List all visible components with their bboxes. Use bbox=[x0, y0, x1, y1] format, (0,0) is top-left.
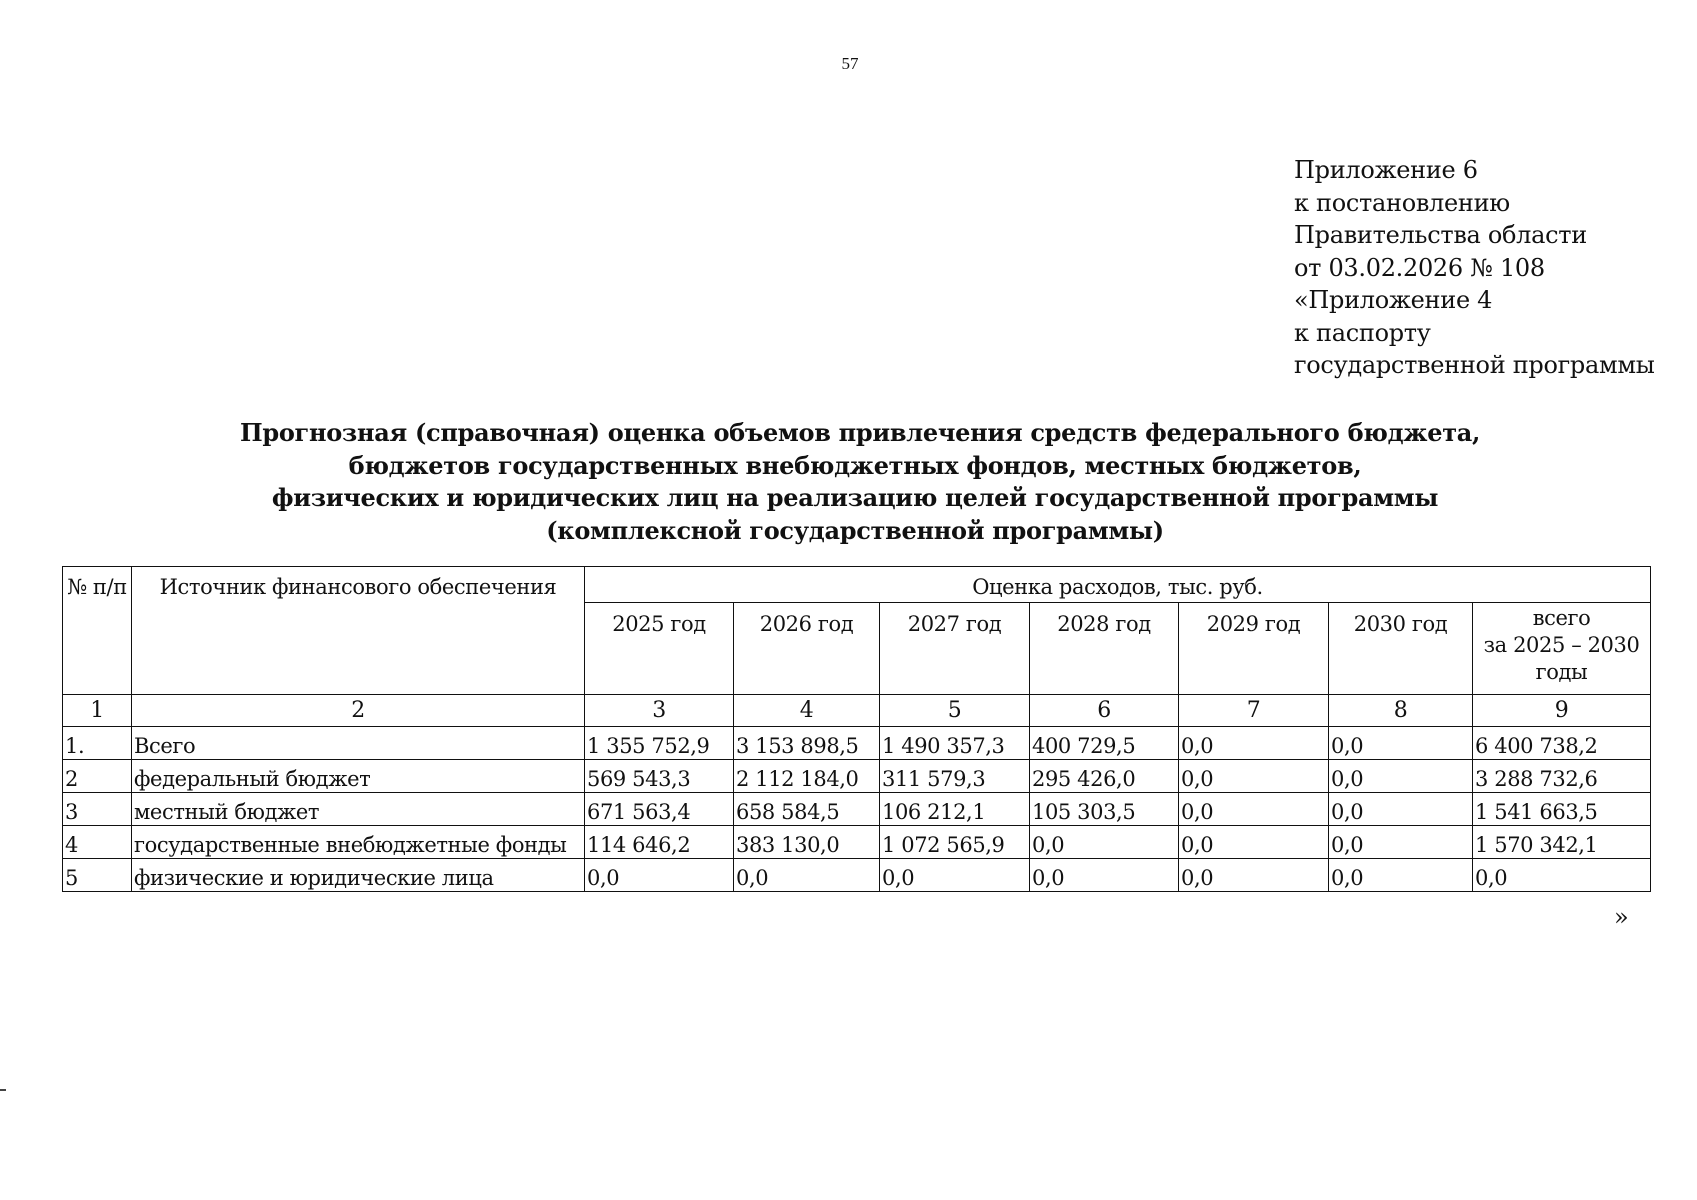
row-value: 295 426,0 bbox=[1030, 760, 1179, 793]
row-value: 105 303,5 bbox=[1030, 793, 1179, 826]
row-value: 0,0 bbox=[1329, 826, 1473, 859]
row-value: 0,0 bbox=[1030, 859, 1179, 892]
annex-line: Правительства области bbox=[1294, 221, 1587, 249]
row-value: 0,0 bbox=[1179, 760, 1329, 793]
row-value: 3 288 732,6 bbox=[1473, 760, 1651, 793]
row-source: государственные внебюджетные фонды bbox=[132, 826, 585, 859]
row-source: Всего bbox=[132, 727, 585, 760]
header-total-line: годы bbox=[1535, 660, 1588, 684]
title-line: Прогнозная (справочная) оценка объемов привлечения средств федерального бюджета, bbox=[240, 418, 1481, 447]
row-value: 383 130,0 bbox=[734, 826, 880, 859]
header-total-line: за 2025 – 2030 bbox=[1483, 633, 1640, 657]
row-value: 3 153 898,5 bbox=[734, 727, 880, 760]
row-value: 114 646,2 bbox=[585, 826, 734, 859]
header-year: 2029 год bbox=[1179, 603, 1329, 695]
row-value: 0,0 bbox=[1329, 727, 1473, 760]
annex-line: Приложение 6 bbox=[1294, 156, 1478, 184]
document-title bbox=[240, 417, 1481, 547]
row-value: 0,0 bbox=[1179, 859, 1329, 892]
annex-line: государственной программы bbox=[1294, 351, 1655, 379]
page-number: 57 bbox=[841, 54, 859, 73]
title-line: (комплексной государственной программы) bbox=[546, 515, 1164, 545]
column-number: 9 bbox=[1473, 695, 1651, 727]
column-number: 2 bbox=[132, 695, 585, 727]
margin-mark bbox=[0, 1089, 6, 1091]
column-number: 8 bbox=[1329, 695, 1473, 727]
row-value: 0,0 bbox=[1473, 859, 1651, 892]
header-total-line: всего bbox=[1532, 606, 1591, 630]
row-value: 671 563,4 bbox=[585, 793, 734, 826]
annex-line: к постановлению bbox=[1294, 188, 1510, 217]
row-value: 1 541 663,5 bbox=[1473, 793, 1651, 826]
header-expenses-group: Оценка расходов, тыс. руб. bbox=[585, 567, 1651, 603]
row-value: 311 579,3 bbox=[880, 760, 1030, 793]
row-num: 5 bbox=[63, 859, 132, 892]
row-value: 0,0 bbox=[1329, 760, 1473, 793]
column-number: 7 bbox=[1179, 695, 1329, 727]
table-row bbox=[63, 727, 1651, 760]
row-value: 0,0 bbox=[585, 859, 734, 892]
row-value: 6 400 738,2 bbox=[1473, 727, 1651, 760]
row-value: 658 584,5 bbox=[734, 793, 880, 826]
title-line: бюджетов государственных внебюджетных фондов, местных бюджетов, bbox=[348, 450, 1362, 480]
column-number: 6 bbox=[1030, 695, 1179, 727]
row-num: 1. bbox=[63, 727, 132, 760]
header-year: 2027 год bbox=[880, 603, 1030, 695]
row-value: 0,0 bbox=[1030, 826, 1179, 859]
row-value: 0,0 bbox=[1329, 859, 1473, 892]
closing-quote: » bbox=[1614, 903, 1629, 931]
row-num: 3 bbox=[63, 793, 132, 826]
row-value: 0,0 bbox=[1179, 727, 1329, 760]
financing-table bbox=[62, 566, 1651, 892]
row-num: 2 bbox=[63, 760, 132, 793]
column-number: 4 bbox=[734, 695, 880, 727]
annex-block bbox=[1294, 154, 1655, 382]
row-num: 4 bbox=[63, 826, 132, 859]
row-value: 2 112 184,0 bbox=[734, 760, 880, 793]
row-value: 0,0 bbox=[1329, 793, 1473, 826]
header-num: № п/п bbox=[63, 567, 132, 695]
row-value: 0,0 bbox=[1179, 793, 1329, 826]
header-year: 2026 год bbox=[734, 603, 880, 695]
column-number: 1 bbox=[63, 695, 132, 727]
row-value: 1 072 565,9 bbox=[880, 826, 1030, 859]
table-row bbox=[63, 826, 1651, 859]
row-source: местный бюджет bbox=[132, 793, 585, 826]
annex-line: «Приложение 4 bbox=[1294, 286, 1493, 314]
row-source: физические и юридические лица bbox=[132, 859, 585, 892]
table-row bbox=[63, 859, 1651, 892]
column-number: 5 bbox=[880, 695, 1030, 727]
table-row bbox=[63, 760, 1651, 793]
row-source: федеральный бюджет bbox=[132, 760, 585, 793]
annex-line: от 03.02.2026 № 108 bbox=[1294, 253, 1545, 282]
row-value: 1 490 357,3 bbox=[880, 727, 1030, 760]
row-value: 0,0 bbox=[734, 859, 880, 892]
row-value: 400 729,5 bbox=[1030, 727, 1179, 760]
header-year: 2030 год bbox=[1329, 603, 1473, 695]
header-year: 2025 год bbox=[585, 603, 734, 695]
row-value: 106 212,1 bbox=[880, 793, 1030, 826]
annex-line: к паспорту bbox=[1294, 318, 1431, 347]
header-year: 2028 год bbox=[1030, 603, 1179, 695]
row-value: 0,0 bbox=[1179, 826, 1329, 859]
table-row bbox=[63, 793, 1651, 826]
header-total bbox=[1473, 603, 1651, 695]
header-source: Источник финансового обеспечения bbox=[132, 567, 585, 695]
row-value: 569 543,3 bbox=[585, 760, 734, 793]
column-number: 3 bbox=[585, 695, 734, 727]
row-value: 0,0 bbox=[880, 859, 1030, 892]
title-line: физических и юридических лиц на реализацию целей государственной программы bbox=[271, 483, 1439, 512]
row-value: 1 355 752,9 bbox=[585, 727, 734, 760]
row-value: 1 570 342,1 bbox=[1473, 826, 1651, 859]
